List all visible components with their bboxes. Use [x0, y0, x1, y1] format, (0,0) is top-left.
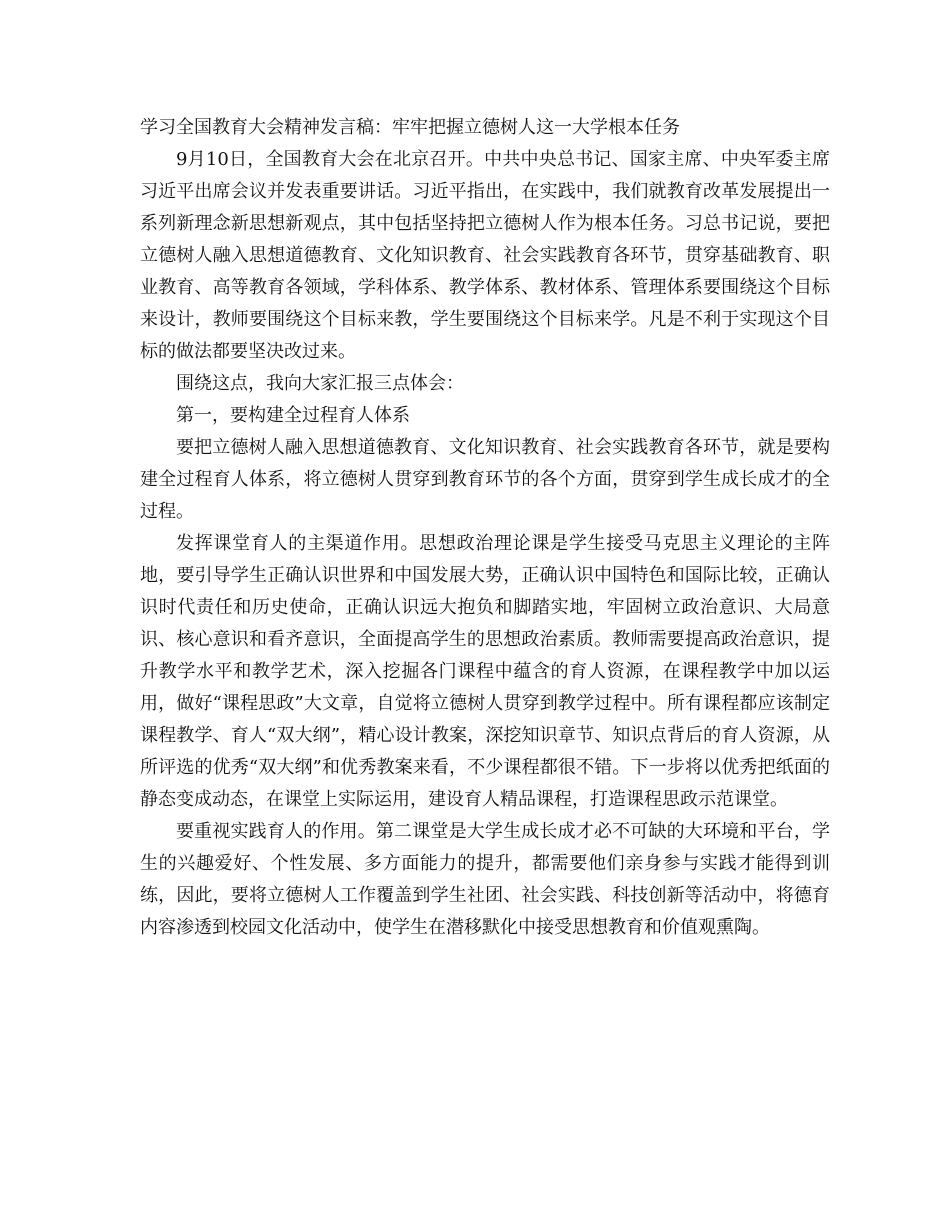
- paragraph-classroom: 发挥课堂育人的主渠道作用。思想政治理论课是学生接受马克思主义理论的主阵地，要引导学生正确认识世界和中国发展大势，正确认识中国特色和国际比较，正确认识时代责任和历史使命，正确认识远大抱负和脚踏实地，牢固树立政治意识、大局意识、核心意识和看齐意识，全面提高学生的思想政治素质。教师需要提高政治意识，提升教学水平和教学艺术，深入挖掘各门课程中蕴含的育人资源，在课程教学中加以运用，做好“课程思政”大文章，自觉将立德树人贯穿到教学过程中。所有课程都应该制定课程教学、育人“双大纲”，精心设计教案，深挖知识章节、知识点背后的育人资源，从所评选的优秀“双大纲”和优秀教案来看，不少课程都很不错。下一步将以优秀把纸面的静态变成动态，在课堂上实际运用，建设育人精品课程，打造课程思政示范课堂。: [140, 533, 830, 810]
- section-heading-first: 第一，要构建全过程育人体系: [176, 405, 410, 426]
- paragraph-practice: 要重视实践育人的作用。第二课堂是大学生成长成才必不可缺的大环境和平台，学生的兴趣爱好、个性发展、多方面能力的提升，都需要他们亲身参与实践才能得到训练，因此，要将立德树人工作覆盖到学生社团、社会实践、科技创新等活动中，将德育内容渗透到校园文化活动中，使学生在潜移默化中接受思想教育和价值观熏陶。: [140, 821, 830, 938]
- document-title: 学习全国教育大会精神发言稿：牢牢把握立德树人这一大学根本任务: [140, 117, 680, 138]
- paragraph-intro: 围绕这点，我向大家汇报三点体会：: [176, 373, 464, 394]
- paragraph-full-process: 要把立德树人融入思想道德教育、文化知识教育、社会实践教育各环节，就是要构建全过程育人体系，将立德树人贯穿到教育环节的各个方面，贯穿到学生成长成才的全过程。: [140, 437, 830, 522]
- paragraph-meeting-summary: 9月10日，全国教育大会在北京召开。中共中央总书记、国家主席、中央军委主席习近平出席会议并发表重要讲话。习近平指出，在实践中，我们就教育改革发展提出一系列新理念新思想新观点，其中包括坚持把立德树人作为根本任务。习总书记说，要把立德树人融入思想道德教育、文化知识教育、社会实践教育各环节，贯穿基础教育、职业教育、高等教育各领域，学科体系、教学体系、教材体系、管理体系要围绕这个目标来设计，教师要围绕这个目标来教，学生要围绕这个目标来学。凡是不利于实现这个目标的做法都要坚决改过来。: [140, 149, 830, 362]
- document-page: [140, 112, 830, 944]
